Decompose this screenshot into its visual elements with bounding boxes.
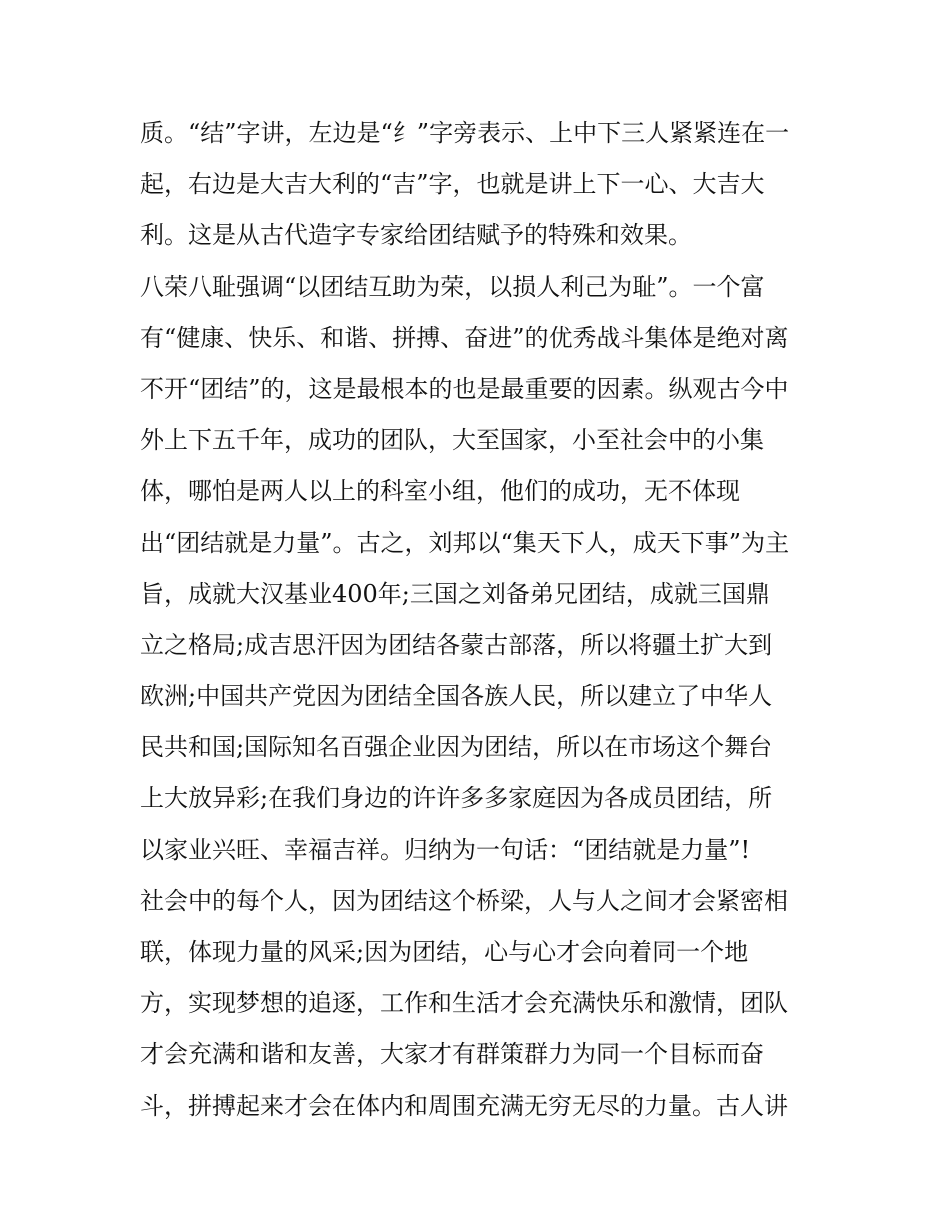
text-line: 不开“团结”的，这是最根本的也是最重要的因素。纵观古今中 bbox=[140, 374, 789, 403]
text-line: 利。这是从古代造字专家给团结赋予的特殊和效果。 bbox=[140, 221, 692, 250]
text-line: 方，实现梦想的追逐，工作和生活才会充满快乐和激情，团队 bbox=[140, 989, 788, 1018]
text-line: 联，体现力量的风采;因为团结，心与心才会向着同一个地 bbox=[140, 938, 749, 966]
body-text bbox=[140, 108, 820, 1132]
text-line: 起，右边是大吉大利的“吉”字，也就是讲上下一心、大吉大 bbox=[140, 170, 765, 199]
text-line: 质。“结”字讲，左边是“纟”字旁表示、上中下三人紧紧连在一 bbox=[140, 119, 790, 147]
text-line: 民共和国;国际知名百强企业因为团结，所以在市场这个舞台 bbox=[140, 733, 773, 762]
text-line: 八荣八耻强调“以团结互助为荣，以损人利己为耻”。一个富 bbox=[140, 272, 765, 301]
text-line: 上大放异彩;在我们身边的许许多多家庭因为各成员团结，所 bbox=[140, 784, 773, 813]
text-line: 才会充满和谐和友善，大家才有群策群力为同一个目标而奋 bbox=[140, 1040, 764, 1069]
text-line: 立之格局;成吉思汗因为团结各蒙古部落，所以将疆土扩大到 bbox=[140, 630, 773, 659]
text-line: 体，哪怕是两人以上的科室小组，他们的成功，无不体现 bbox=[140, 477, 740, 506]
text-line: 斗，拼搏起来才会在体内和周围充满无穷无尽的力量。古人讲 bbox=[140, 1091, 788, 1120]
text-line: 旨，成就大汉基业400年;三国之刘备弟兄团结，成就三国鼎 bbox=[140, 579, 770, 608]
text-line: 出“团结就是力量”。古之，刘邦以“集天下人，成天下事”为主 bbox=[140, 528, 790, 557]
text-line: 有“健康、快乐、和谐、拼搏、奋进”的优秀战斗集体是绝对离 bbox=[140, 323, 789, 352]
text-line: 外上下五千年，成功的团队，大至国家，小至社会中的小集 bbox=[140, 426, 764, 455]
text-line: 欧洲;中国共产党因为团结全国各族人民，所以建立了中华人 bbox=[140, 682, 773, 711]
text-line: 社会中的每个人，因为团结这个桥梁，人与人之间才会紧密相 bbox=[140, 886, 788, 915]
text-line: 以家业兴旺、幸福吉祥。归纳为一句话：“团结就是力量”! bbox=[140, 835, 751, 864]
